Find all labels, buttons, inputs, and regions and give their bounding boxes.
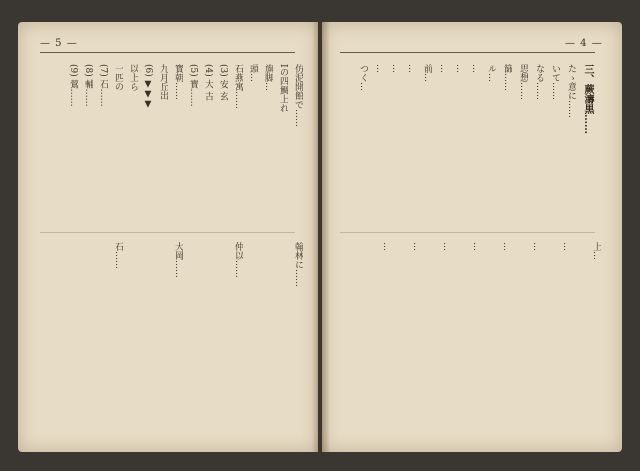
text-column: 前… bbox=[422, 64, 432, 82]
left-page-number: — 5 — bbox=[40, 38, 78, 49]
text-column: 大岡…… bbox=[173, 242, 183, 278]
text-column: 寳朝…… bbox=[173, 64, 183, 100]
text-column: 仿泥開館で…… bbox=[293, 64, 303, 127]
text-column: … bbox=[438, 64, 448, 73]
text-column: 九月丘出 bbox=[158, 64, 168, 100]
right-section-heading: 三、蕨濤黒…… bbox=[582, 64, 593, 134]
text-column: (6) ▼▼▼ bbox=[143, 64, 153, 110]
book-gutter bbox=[312, 22, 330, 452]
text-column: (7) 石…… bbox=[98, 64, 108, 107]
text-column: … bbox=[471, 242, 481, 251]
left-section-divider bbox=[40, 232, 295, 233]
text-column: 石燕寓…… bbox=[233, 64, 243, 109]
text-column: … bbox=[390, 64, 400, 73]
text-column: … bbox=[441, 242, 451, 251]
right-page-number: — 4 — bbox=[565, 38, 603, 49]
text-column: 仲以…… bbox=[233, 242, 243, 278]
text-column: … bbox=[374, 64, 384, 73]
text-column: なる…… bbox=[534, 64, 544, 100]
text-column: (5) 寳…… bbox=[188, 64, 198, 107]
text-column: (9) 鶯…… bbox=[68, 64, 78, 107]
text-column: 上… bbox=[591, 242, 601, 260]
text-column: … bbox=[561, 242, 571, 251]
text-column: … bbox=[531, 242, 541, 251]
text-column: 翰林に…… bbox=[293, 242, 303, 287]
text-column: 一匹の bbox=[113, 64, 123, 91]
text-column: (3) 安 玄 bbox=[218, 64, 228, 101]
text-column: (8) 輔…… bbox=[83, 64, 93, 107]
text-column: … bbox=[470, 64, 480, 73]
text-column: … bbox=[406, 64, 416, 73]
text-column: … bbox=[411, 242, 421, 251]
right-header-rule bbox=[340, 52, 595, 53]
text-column: ル… bbox=[486, 64, 496, 82]
text-column: … bbox=[454, 64, 464, 73]
text-column: つく… bbox=[358, 64, 368, 91]
left-page bbox=[18, 22, 318, 452]
text-column: 旗脚… bbox=[263, 64, 273, 91]
text-column: … bbox=[501, 242, 511, 251]
left-header-rule bbox=[40, 52, 295, 53]
text-column: 以上ら bbox=[128, 64, 138, 91]
text-column: Iの四鯛上れ bbox=[278, 64, 288, 113]
text-column: (4) 大 古 bbox=[203, 64, 213, 101]
text-column: 思想…… bbox=[518, 64, 528, 100]
right-section-divider bbox=[340, 232, 595, 233]
text-column: … bbox=[381, 242, 391, 251]
text-column: 頭… bbox=[248, 64, 258, 82]
text-column: 石…… bbox=[113, 242, 123, 269]
text-column: 篩…… bbox=[502, 64, 512, 91]
text-column: いて…… bbox=[550, 64, 560, 100]
text-column: たゝ意に…… bbox=[566, 64, 576, 118]
